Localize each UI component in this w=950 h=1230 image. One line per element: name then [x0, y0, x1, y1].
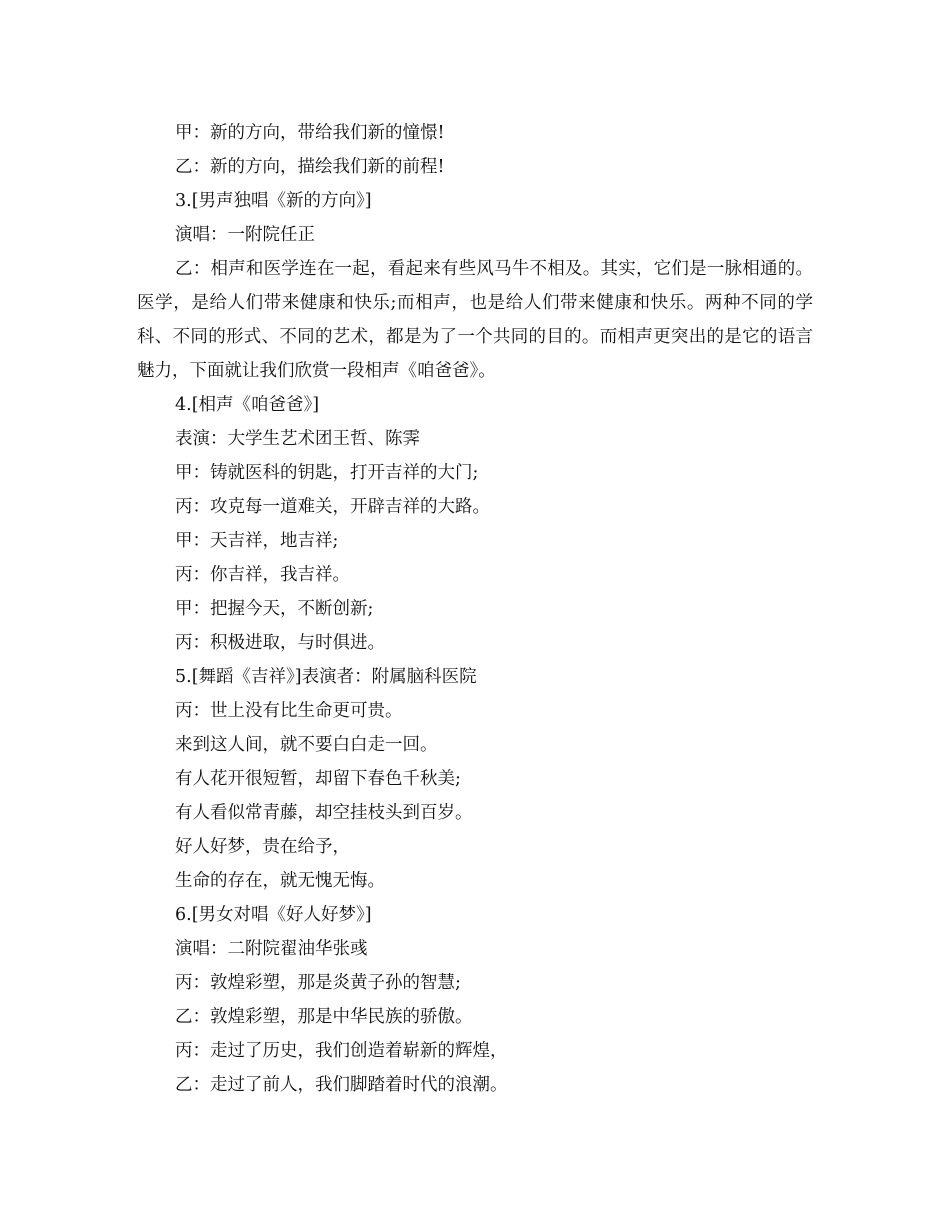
- text-line: 乙：敦煌彩塑，那是中华民族的骄傲。: [175, 1007, 473, 1027]
- text-paragraph: 乙：相声和医学连在一起，看起来有些风马牛不相及。其实，它们是一脉相通的。医学，是给人们带来健康和快乐;而相声，也是给人们带来健康和快乐。两种不同的学科、不同的形式、不同的艺术，都是为了一个共同的目的。而相声更突出的是它的语言魅力，下面就让我们欣赏一段相声《咱爸爸》。: [137, 259, 813, 381]
- text-line: 甲：铸就医科的钥匙，打开吉祥的大门;: [175, 463, 479, 483]
- text-line: 甲：天吉祥，地吉祥;: [175, 531, 339, 551]
- document-body: [137, 116, 813, 1102]
- performer-line: 表演：大学生艺术团王哲、陈霁: [175, 429, 420, 449]
- performer-line: 演唱：一附院任正: [175, 225, 315, 245]
- text-line: 来到这人间，就不要白白走一回。: [175, 735, 438, 755]
- text-line: 丙：世上没有比生命更可贵。: [175, 701, 403, 721]
- text-line: 丙：敦煌彩塑，那是炎黄子孙的智慧;: [175, 973, 461, 993]
- program-item-heading: 6.[男女对唱《好人好梦》]: [175, 905, 372, 925]
- text-line: 乙：新的方向，描绘我们新的前程!: [175, 157, 445, 177]
- text-line: 甲：新的方向，带给我们新的憧憬!: [175, 123, 445, 143]
- text-line: 丙：攻克每一道难关，开辟吉祥的大路。: [175, 497, 490, 517]
- program-item-heading: 5.[舞蹈《吉祥》]表演者：附属脑科医院: [175, 667, 477, 687]
- program-item-heading: 4.[相声《咱爸爸》]: [175, 395, 320, 415]
- text-line: 有人花开很短暂，却留下春色千秋美;: [175, 769, 461, 789]
- text-line: 有人看似常青藤，却空挂枝头到百岁。: [175, 803, 473, 823]
- text-line: 丙：你吉祥，我吉祥。: [175, 565, 350, 585]
- text-line: 生命的存在，就无愧无悔。: [175, 871, 385, 891]
- text-line: 乙：走过了前人，我们脚踏着时代的浪潮。: [175, 1075, 508, 1095]
- text-line: 甲：把握今天，不断创新;: [175, 599, 374, 619]
- text-line: 丙：走过了历史，我们创造着崭新的辉煌，: [175, 1041, 508, 1061]
- text-line: 丙：积极进取，与时俱进。: [175, 633, 385, 653]
- performer-line: 演唱：二附院翟油华张彧: [175, 939, 368, 959]
- text-line: 好人好梦，贵在给予，: [175, 837, 350, 857]
- program-item-heading: 3.[男声独唱《新的方向》]: [175, 191, 372, 211]
